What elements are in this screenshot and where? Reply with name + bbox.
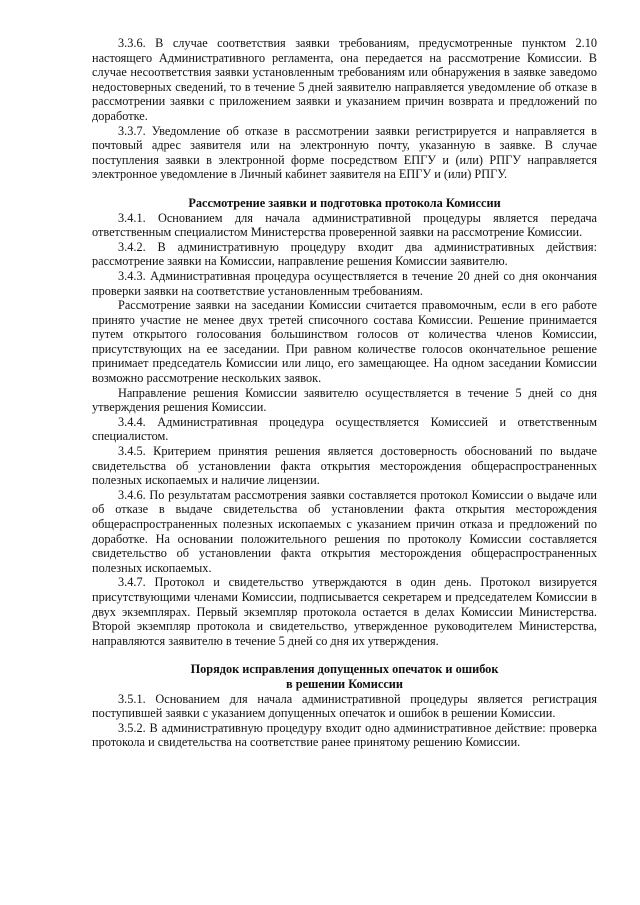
spacer <box>92 648 597 662</box>
paragraph-3-3-7: 3.3.7. Уведомление об отказе в рассмотрении заявки регистрируется и направляется в почтовый адрес заявителя или на электронную почту, указанную в заявке. В случае поступления заявки в электронной форме посредством ЕПГУ и (или) РПГУ направляется электронное уведомление в Личный кабинет заявителя на ЕПГУ и (или) РПГУ. <box>92 123 597 182</box>
paragraph-3-5-1: 3.5.1. Основанием для начала административной процедуры является регистрация поступившей заявки с указанием допущенных опечаток и ошибок в решении Комиссии. <box>92 691 597 721</box>
section-heading-review: Рассмотрение заявки и подготовка протокола Комиссии <box>188 195 501 210</box>
section-heading-corrections-line1: Порядок исправления допущенных опечаток и ошибок <box>190 662 499 677</box>
paragraph-3-5-2: 3.5.2. В административную процедуру входит одно административное действие: проверка протокола и свидетельства на соответствие ранее принятому решению Комиссии. <box>92 720 597 750</box>
paragraph-3-4-5: 3.4.5. Критерием принятия решения является достоверность обоснований по выдаче свидетельства об установлении факта открытия месторождения общераспространенных полезных ископаемых и наличие лицензии. <box>92 444 597 488</box>
document-body <box>92 36 597 750</box>
paragraph-3-4-7: 3.4.7. Протокол и свидетельство утверждаются в один день. Протокол визируется присутствующими членами Комиссии, подписывается секретарем и председателем Комиссии в двух экземплярах. Первый экземпляр протокола остается в делах Комиссии Министерства. Второй экземпляр протокола и свидетельство, утвержденное руководителем Министерства, направляются заявителю в течение 5 дней со дня их утверждения. <box>92 575 597 648</box>
paragraph-3-4-1: 3.4.1. Основанием для начала административной процедуры является передача ответственным специалистом Министерства проверенной заявки на рассмотрение Комиссии. <box>92 210 597 240</box>
spacer <box>92 182 597 196</box>
section-heading-corrections-line2: в решении Комиссии <box>286 676 403 691</box>
paragraph-quorum: Рассмотрение заявки на заседании Комиссии считается правомочным, если в его работе принято участие не менее двух третей списочного состава Комиссии. Решение принимается путем открытого голосования большинством голосов от количества членов Комиссии, присутствующих на ее заседании. При равном количестве голосов окончательное решение принимает председатель Комиссии или лицо, его замещающее. На одном заседании Комиссии возможно рассмотрение нескольких заявок. <box>92 298 597 386</box>
paragraph-3-3-6: 3.3.6. В случае соответствия заявки требованиям, предусмотренные пунктом 2.10 настоящего Административного регламента, она передается на рассмотрение Комиссии. В случае несоответствия заявки установленным требованиям или обнаружения в заявке заведомо недостоверных сведений, то в течение 5 дней заявителю направляется уведомление об отказе в рассмотрении заявки с приложением заявки и указанием причин возврата и предложений по доработке. <box>92 36 597 123</box>
paragraph-3-4-2: 3.4.2. В административную процедуру входит два административных действия: рассмотрение заявки на Комиссии, направление решения Комиссии заявителю. <box>92 239 597 269</box>
paragraph-3-4-6: 3.4.6. По результатам рассмотрения заявки составляется протокол Комиссии о выдаче или об отказе в выдаче свидетельства об установлении факта открытия месторождения общераспространенных полезных ископаемых с указанием причин отказа и предложений по доработке. На основании положительного решения по протоколу Комиссии составляется свидетельство об установлении факта открытия месторождения общераспространенных полезных ископаемых. <box>92 487 597 575</box>
paragraph-3-4-3: 3.4.3. Административная процедура осуществляется в течение 20 дней со дня окончания проверки заявки на соответствие установленным требованиям. <box>92 268 597 298</box>
paragraph-3-4-4: 3.4.4. Административная процедура осуществляется Комиссией и ответственным специалистом. <box>92 414 597 444</box>
paragraph-decision-sending: Направление решения Комиссии заявителю осуществляется в течение 5 дней со дня утверждения решения Комиссии. <box>92 385 597 415</box>
